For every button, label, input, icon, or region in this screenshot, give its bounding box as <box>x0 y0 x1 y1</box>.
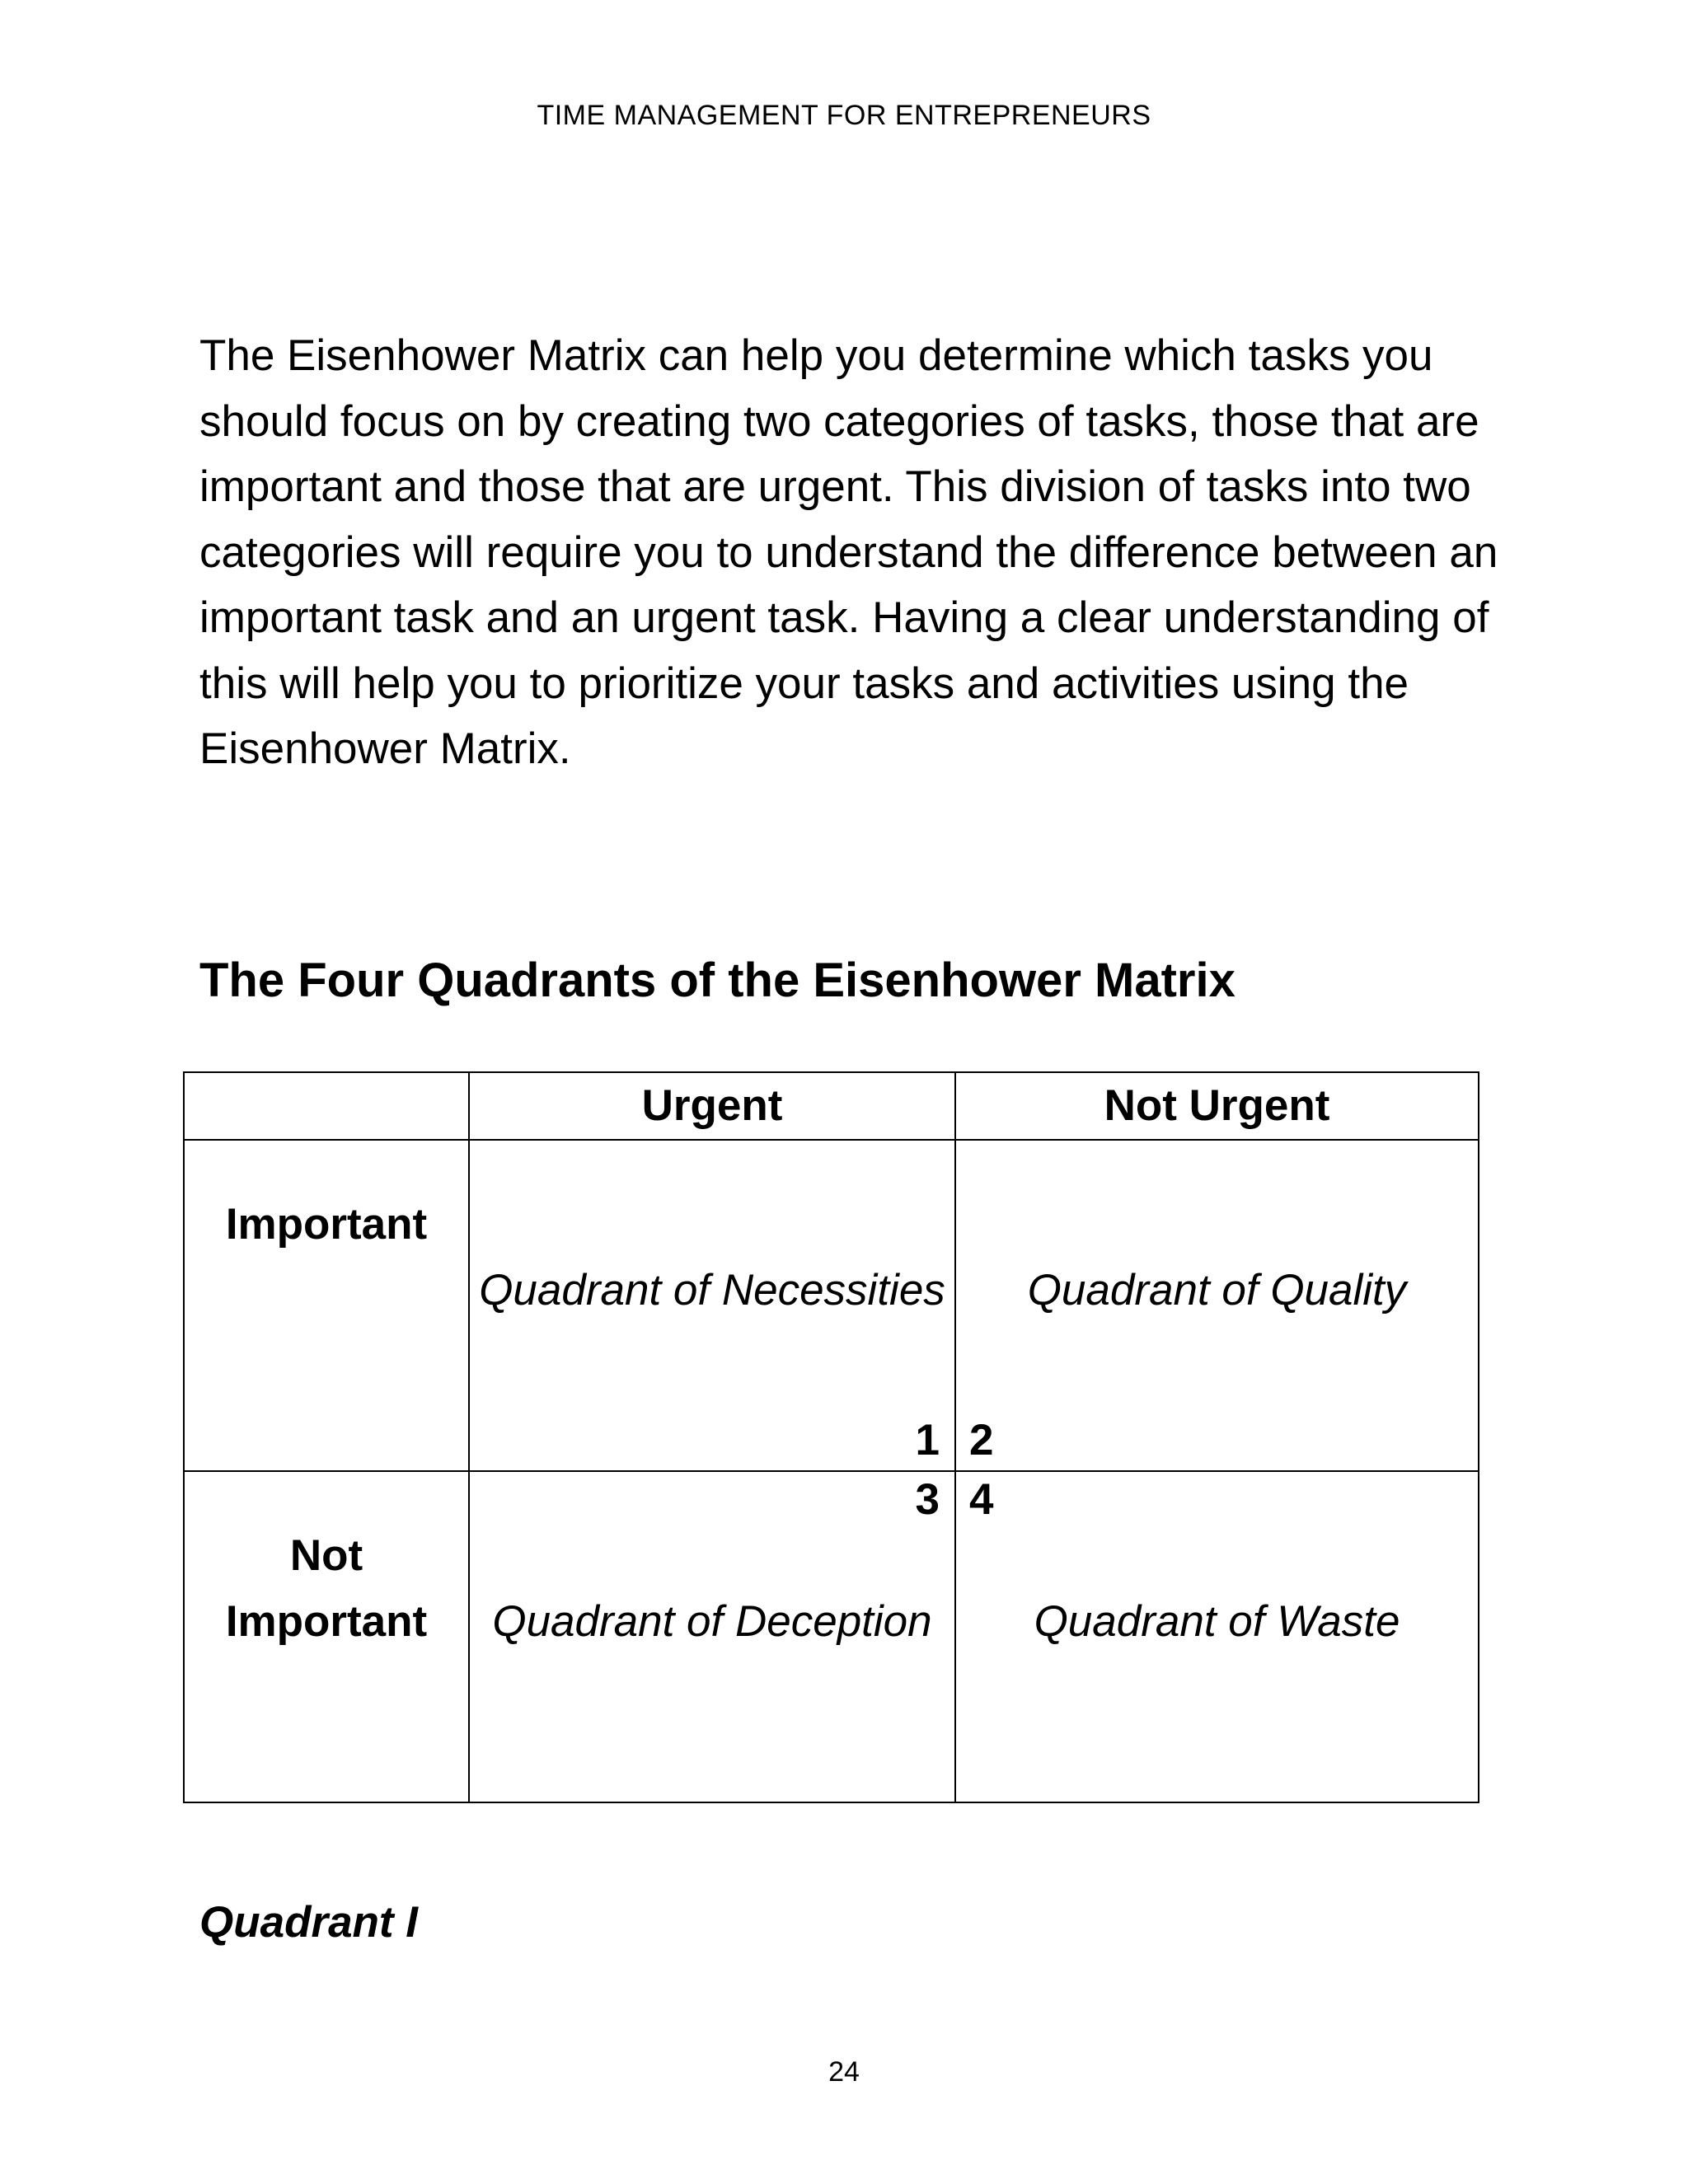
column-header-not-urgent: Not Urgent <box>955 1072 1479 1140</box>
section-heading: The Four Quadrants of the Eisenhower Matrix <box>199 954 1236 1007</box>
matrix-row-important <box>184 1140 1479 1471</box>
quadrant-2-number: 2 <box>969 1416 994 1465</box>
row-header-important <box>184 1140 469 1471</box>
column-header-urgent: Urgent <box>469 1072 955 1140</box>
running-header: TIME MANAGEMENT FOR ENTREPRENEURS <box>537 100 1151 131</box>
quadrant-1-number: 1 <box>915 1416 940 1465</box>
quadrant-4-cell <box>955 1471 1479 1802</box>
eisenhower-matrix-table <box>183 1071 1479 1803</box>
matrix-corner-cell <box>184 1072 469 1140</box>
quadrant-4-number: 4 <box>969 1475 994 1524</box>
matrix-header-row <box>184 1072 1479 1140</box>
quadrant-1-name: Quadrant of Necessities <box>479 1266 945 1315</box>
intro-paragraph: The Eisenhower Matrix can help you determine which tasks you should focus on by creating two categories of tasks, those that are important and those that are urgent. This division of tasks into two categories will require you to understand the difference between an important task and an urgent task. Having a clear understanding of this will help you to prioritize your tasks and activities using the Eisenhower Matrix. <box>199 331 1498 773</box>
subheading-quadrant-i: Quadrant I <box>199 1898 419 1947</box>
page-number: 24 <box>828 2056 860 2088</box>
quadrant-3-cell <box>469 1471 955 1802</box>
quadrant-3-name: Quadrant of Deception <box>492 1597 932 1646</box>
matrix-row-not-important <box>184 1471 1479 1802</box>
row-label-not-important: Not Important <box>225 1531 428 1646</box>
quadrant-2-name: Quadrant of Quality <box>1027 1266 1407 1315</box>
quadrant-4-name: Quadrant of Waste <box>1034 1597 1400 1646</box>
quadrant-2-cell <box>955 1140 1479 1471</box>
quadrant-3-number: 3 <box>915 1475 940 1524</box>
row-header-not-important <box>184 1471 469 1802</box>
row-label-important: Important <box>225 1200 428 1249</box>
quadrant-1-cell <box>469 1140 955 1471</box>
